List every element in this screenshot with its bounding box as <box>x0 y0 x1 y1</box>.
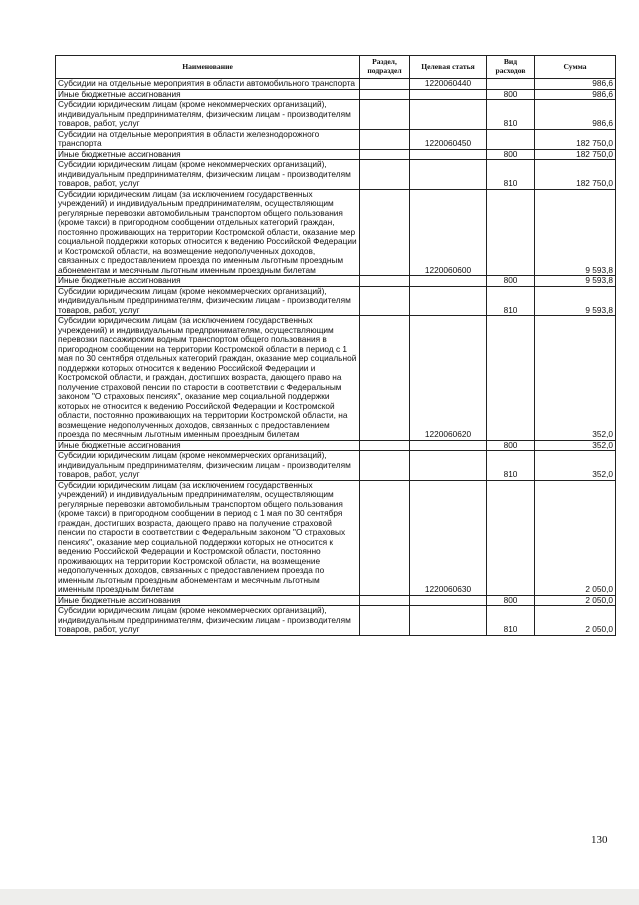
table-row <box>56 286 616 316</box>
table-row <box>56 316 616 441</box>
cell-exp-type: 800 <box>487 595 535 606</box>
cell-section <box>360 606 410 636</box>
cell-exp-type: 800 <box>487 149 535 160</box>
cell-exp-type: 800 <box>487 89 535 100</box>
cell-sum: 2 050,0 <box>535 595 616 606</box>
table-row <box>56 440 616 451</box>
cell-name: Субсидии юридическим лицам (за исключением государственных учреждений) и индивидуальным предпринимателям, осуществляющим регулярные перевозки автомобильным транспортом общего пользования (кроме такси) в пригородном сообщении отдельных категорий граждан, постоянно проживающих на территории Костромской области, оказание мер социальной поддержки которых относится к ведению Российской Федерации и Костромской области, на возмещение недополученных доходов, связанных с предоставлением проезда по именным льготным проездным абонементам и месячным льготным именным проездным билетам <box>56 189 360 276</box>
cell-name: Субсидии юридическим лицам (за исключением государственных учреждений) и индивидуальным предпринимателям, осуществляющим перевозки пассажирским водным транспортом общего пользования в пригородном сообщении на территории Костромской области в период с 1 мая по 30 сентября отдельных категорий граждан, оказание мер социальной поддержки которых относится к ведению Российской Федерации и Костромской области, и граждан, достигших возраста, дающего право на получение страховой пенсии по старости в соответствии с Федеральным законом "О страховых пенсиях", оказание мер социальной поддержки которых не относится к ведению Российской Федерации и Костромской области, постоянно проживающих на территории Костромской области, на возмещение недополученных доходов, связанных с предоставлением проезда по месячным льготным именным проездным билетам <box>56 316 360 441</box>
cell-section <box>360 286 410 316</box>
cell-article <box>410 606 487 636</box>
cell-name: Субсидии на отдельные мероприятия в области железнодорожного транспорта <box>56 129 360 149</box>
cell-sum: 182 750,0 <box>535 149 616 160</box>
cell-sum: 352,0 <box>535 316 616 441</box>
cell-section <box>360 451 410 481</box>
cell-section <box>360 89 410 100</box>
cell-name: Иные бюджетные ассигнования <box>56 276 360 287</box>
table-row <box>56 276 616 287</box>
cell-section <box>360 149 410 160</box>
table-row <box>56 89 616 100</box>
cell-name: Субсидии юридическим лицам (кроме некоммерческих организаций), индивидуальным предпринимателям, физическим лицам - производителям товаров, работ, услуг <box>56 286 360 316</box>
page-number: 130 <box>591 834 608 846</box>
cell-name: Субсидии юридическим лицам (за исключением государственных учреждений) и индивидуальным предпринимателям, осуществляющим регулярные перевозки автомобильным транспортом общего пользования (кроме такси) в пригородном сообщении в период с 1 мая по 30 сентября граждан, достигших возраста, дающего право на получение страховой пенсии по старости в соответствии с Федеральным законом "О страховых пенсиях", оказание мер социальной поддержки которых не относится к ведению Российской Федерации и Костромской области, постоянно проживающих на территории Костромской области, на возмещение недополученных доходов, связанных с предоставлением проезда по именным льготным проездным абонементам и месячным льготным именным проездным билетам <box>56 480 360 595</box>
cell-section <box>360 480 410 595</box>
page-bottom-edge <box>0 889 639 905</box>
cell-section <box>360 316 410 441</box>
cell-exp-type <box>487 316 535 441</box>
table-row <box>56 100 616 130</box>
cell-exp-type: 810 <box>487 160 535 190</box>
cell-article <box>410 160 487 190</box>
cell-name: Субсидии на отдельные мероприятия в области автомобильного транспорта <box>56 79 360 90</box>
cell-article: 1220060630 <box>410 480 487 595</box>
cell-sum: 352,0 <box>535 440 616 451</box>
cell-exp-type <box>487 189 535 276</box>
cell-section <box>360 129 410 149</box>
cell-exp-type: 810 <box>487 100 535 130</box>
header-sum: Сумма <box>535 56 616 79</box>
table-row <box>56 129 616 149</box>
cell-sum: 182 750,0 <box>535 160 616 190</box>
cell-name: Субсидии юридическим лицам (кроме некоммерческих организаций), индивидуальным предпринимателям, физическим лицам - производителям товаров, работ, услуг <box>56 160 360 190</box>
cell-article <box>410 595 487 606</box>
cell-exp-type <box>487 79 535 90</box>
cell-sum: 2 050,0 <box>535 606 616 636</box>
cell-name: Субсидии юридическим лицам (кроме некоммерческих организаций), индивидуальным предпринимателям, физическим лицам - производителям товаров, работ, услуг <box>56 451 360 481</box>
cell-exp-type <box>487 480 535 595</box>
cell-article: 1220060600 <box>410 189 487 276</box>
table-row <box>56 79 616 90</box>
cell-article <box>410 100 487 130</box>
cell-article <box>410 89 487 100</box>
cell-sum: 2 050,0 <box>535 480 616 595</box>
cell-article <box>410 451 487 481</box>
cell-section <box>360 595 410 606</box>
cell-section <box>360 100 410 130</box>
cell-article <box>410 276 487 287</box>
table-header-row <box>56 56 616 79</box>
table-row <box>56 480 616 595</box>
cell-exp-type: 800 <box>487 276 535 287</box>
cell-sum: 9 593,8 <box>535 189 616 276</box>
cell-sum: 9 593,8 <box>535 286 616 316</box>
cell-sum: 986,6 <box>535 100 616 130</box>
cell-sum: 182 750,0 <box>535 129 616 149</box>
cell-article <box>410 149 487 160</box>
cell-exp-type <box>487 129 535 149</box>
cell-name: Иные бюджетные ассигнования <box>56 89 360 100</box>
cell-article <box>410 440 487 451</box>
cell-sum: 986,6 <box>535 79 616 90</box>
cell-name: Иные бюджетные ассигнования <box>56 595 360 606</box>
cell-exp-type: 800 <box>487 440 535 451</box>
cell-name: Иные бюджетные ассигнования <box>56 440 360 451</box>
cell-section <box>360 160 410 190</box>
cell-name: Иные бюджетные ассигнования <box>56 149 360 160</box>
cell-section <box>360 276 410 287</box>
table-row <box>56 595 616 606</box>
table-row <box>56 149 616 160</box>
cell-sum: 986,6 <box>535 89 616 100</box>
cell-section <box>360 440 410 451</box>
cell-name: Субсидии юридическим лицам (кроме некоммерческих организаций), индивидуальным предпринимателям, физическим лицам - производителям товаров, работ, услуг <box>56 606 360 636</box>
cell-sum: 9 593,8 <box>535 276 616 287</box>
header-exp-type: Вид расходов <box>487 56 535 79</box>
cell-exp-type: 810 <box>487 451 535 481</box>
cell-name: Субсидии юридическим лицам (кроме некоммерческих организаций), индивидуальным предпринимателям, физическим лицам - производителям товаров, работ, услуг <box>56 100 360 130</box>
cell-exp-type: 810 <box>487 606 535 636</box>
table-row <box>56 606 616 636</box>
cell-exp-type: 810 <box>487 286 535 316</box>
table-row <box>56 451 616 481</box>
cell-article: 1220060450 <box>410 129 487 149</box>
table-row <box>56 160 616 190</box>
cell-article: 1220060440 <box>410 79 487 90</box>
header-name: Наименование <box>56 56 360 79</box>
cell-article: 1220060620 <box>410 316 487 441</box>
header-section: Раздел, подраздел <box>360 56 410 79</box>
header-article: Целевая статья <box>410 56 487 79</box>
cell-section <box>360 79 410 90</box>
cell-sum: 352,0 <box>535 451 616 481</box>
budget-table <box>55 55 616 636</box>
table-row <box>56 189 616 276</box>
cell-article <box>410 286 487 316</box>
cell-section <box>360 189 410 276</box>
